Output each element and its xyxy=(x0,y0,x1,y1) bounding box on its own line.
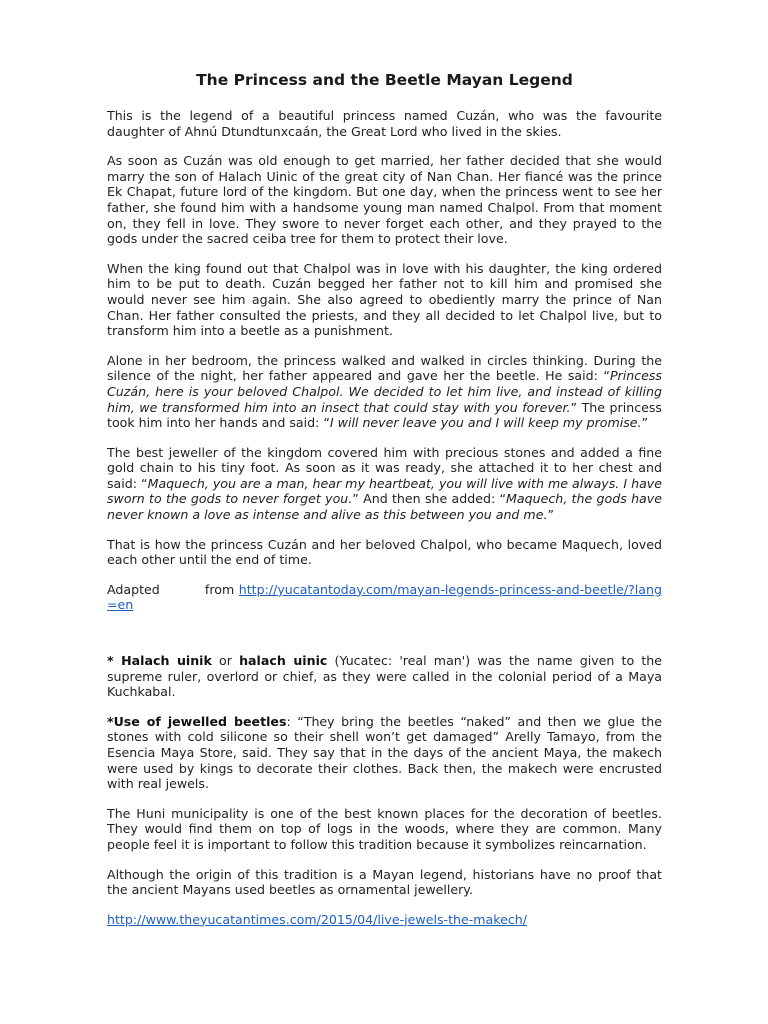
paragraph-punishment: When the king found out that Chalpol was in love with his daughter, the king ordered him to be put to death. Cuzán begged her father not to kill him and promised she would never see him again. She also agreed to obediently marry the prince of Nan Chan. Her father consulted the priests, and they all decided to let Chalpol live, but to transform him into a beetle as a punishment. xyxy=(107,260,662,339)
paragraph-bedroom: Alone in her bedroom, the princess walked and walked in circles thinking. During the silence of the night, her father appeared and gave her the beetle. He said: “Princess Cuzán, here is your beloved Chalpol. We decided to let him live, and instead of killing him, we transformed him into an insect that could stay with you forever.” The princess took him into her hands and said: “I will never leave you and I will keep my promise.” xyxy=(107,352,662,431)
footnote-link-line xyxy=(107,912,662,928)
paragraph-marriage: As soon as Cuzán was old enough to get married, her father decided that she would marry the son of Halach Uinic of the great city of Nan Chan. Her fiancé was the prince Ek Chapat, future lord of the kingdom. But one day, when the princess went to see her father, she found him with a handsome young man named Chalpol. From that moment on, they fell in love. They swore to never forget each other, and they prayed to the gods under the sacred ceiba tree for them to protect their love. xyxy=(107,153,662,247)
source-link[interactable]: http://yucatantoday.com/mayan-legends-princess-and-beetle/?lang=en xyxy=(107,581,662,613)
source-line xyxy=(107,582,662,613)
yucatan-times-link[interactable]: http://www.theyucatantimes.com/2015/04/live-jewels-the-makech/ xyxy=(107,911,528,927)
footnote-huni: The Huni municipality is one of the best known places for the decoration of beetles. They would find them on top of logs in the woods, where they are common. Many people feel it is important to follow this tradition because it symbolizes reincarnation. xyxy=(107,805,662,852)
page-title: The Princess and the Beetle Mayan Legend xyxy=(196,71,573,89)
paragraph-ending: That is how the princess Cuzán and her beloved Chalpol, who became Maquech, loved each other until the end of time. xyxy=(107,536,662,568)
paragraph-intro: This is the legend of a beautiful princess named Cuzán, who was the favourite daughter of Ahnú Dtundtunxcaán, the Great Lord who lived in the skies. xyxy=(107,108,662,139)
document-body xyxy=(107,70,662,941)
quote-maquech-1: Maquech, you are a man, hear my heartbeat, you will live with me always. I have sworn to the gods to never forget you. xyxy=(107,475,663,507)
section-gap xyxy=(107,627,662,653)
paragraph-jeweller: The best jeweller of the kingdom covered him with precious stones and added a fine gold chain to his tiny foot. As soon as it was ready, she attached it to her chest and said: “Maquech, you are a man, hear my heartbeat, you will live with me always. I have sworn to the gods to never forget you.” And then she added: “Maquech, the gods have never known a love as intense and alive as this between you and me.” xyxy=(107,444,663,523)
footnote-jewelled-beetles: *Use of jewelled beetles: “They bring the beetles “naked” and then we glue the stones with cold silicone so their shell won’t get damaged” Arelly Tamayo, from the Esencia Maya Store, said. They say that in the days of the ancient Maya, the makech were used by kings to decorate their clothes. Back then, the makech were encrusted with real jewels. xyxy=(107,713,662,792)
footnote-halach-uinik: * Halach uinik or halach uinic (Yucatec: 'real man') was the name given to the supreme ruler, overlord or chief, as they were called in the colonial period of a Maya Kuchkabal. xyxy=(107,653,663,700)
source-label: Adapted from xyxy=(107,581,235,597)
quote-princess: I will never leave you and I will keep my promise. xyxy=(329,415,642,431)
quote-father: Princess Cuzán, here is your beloved Chalpol. We decided to let him live, and instead of killing him, we transformed him into an insect that could stay with you forever. xyxy=(107,368,662,415)
quote-maquech-2: Maquech, the gods have never known a love as intense and alive as this between you and me. xyxy=(107,491,662,523)
footnote-origin: Although the origin of this tradition is a Mayan legend, historians have no proof that the ancient Mayans used beetles as ornamental jewellery. xyxy=(107,866,662,898)
